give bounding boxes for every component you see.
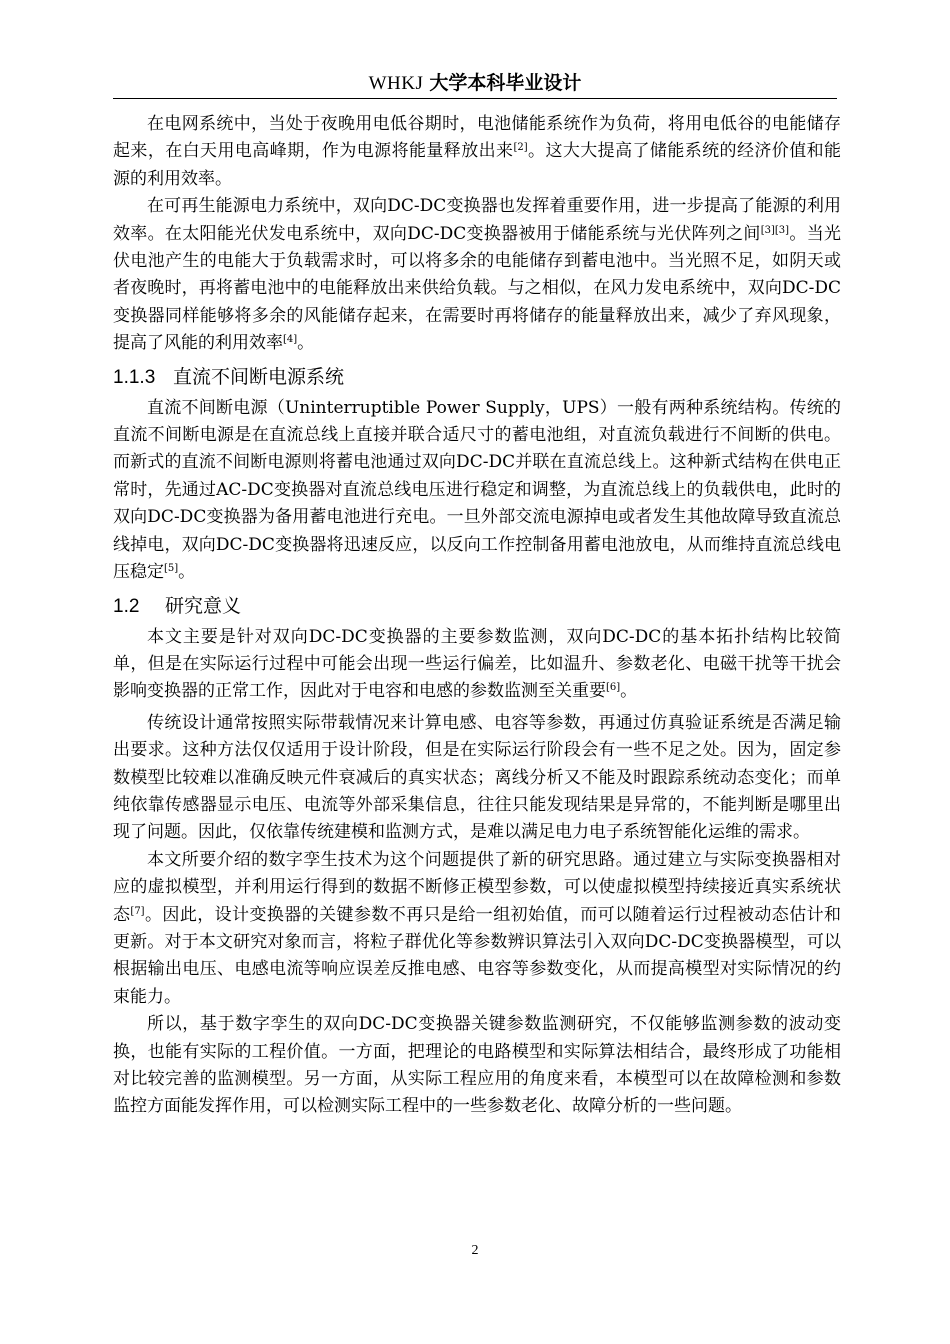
citation: [2] — [513, 142, 528, 154]
section-heading-1-1-3: 1.1.3 直流不间断电源系统 — [113, 365, 345, 388]
paragraph-ups: 直流不间断电源（Uninterruptible Power Supply，UPS）一般有两种系统结构。传统的直流不间断电源是在直流总线上直接并联合适尺寸的蓄电池组，对直流负载进行不间断的供电。而新式的直流不间断电源则将蓄电池通过双向DC-DC并联在直流总线上。这种新式结构在供电正常时，先通过AC-DC变换器对直流总线电压进行稳定和调整，为直流总线上的负载供电，此时的双向DC-DC变换器为备用蓄电池进行充电。一旦外部交流电源掉电或者发生其他故障导致直流总线掉电，双向DC-DC变换器将迅速反应，以反向工作控制备用蓄电池放电，从而维持直流总线电压稳定[5]。 — [113, 397, 841, 583]
citation: [6] — [606, 682, 621, 694]
citation: [4] — [283, 334, 298, 346]
citation: [5] — [164, 563, 179, 575]
page-number: 2 — [471, 1243, 479, 1258]
header-title: 大学本科毕业设计 — [429, 72, 582, 94]
citation: [7] — [130, 905, 145, 917]
document-body — [113, 111, 841, 1121]
page-header — [113, 70, 837, 99]
paragraph-conclusion: 所以，基于数字孪生的双向DC-DC变换器关键参数监测研究，不仅能够监测参数的波动变换，也能有实际的工程价值。一方面，把理论的电路模型和实际算法相结合，最终形成了功能相对比较完善的监测模型。另一方面，从实际工程应用的角度来看，本模型可以在故障检测和参数监控方面能发挥作用，可以检测实际工程中的一些参数老化、故障分析的一些问题。 — [113, 1014, 841, 1117]
section-heading-1-2: 1.2 研究意义 — [113, 594, 242, 617]
paragraph-grid-storage: 在电网系统中，当处于夜晚用电低谷期时，电池储能系统作为负荷，将用电低谷的电能储存起来，在白天用电高峰期，作为电源将能量释放出来[2]。这大大提高了储能系统的经济价值和能源的利用效率。 — [113, 114, 842, 189]
paragraph-traditional-design: 传统设计通常按照实际带载情况来计算电感、电容等参数，再通过仿真验证系统是否满足输出要求。这种方法仅仅适用于设计阶段，但是在实际运行阶段会有一些不足之处。因为，固定参数模型比较难以准确反映元件衰减后的真实状态；离线分析又不能及时跟踪系统动态变化；而单纯依靠传感器显示电压、电流等外部采集信息，往往只能发现结果是异常的，不能判断是哪里出现了问题。因此，仅依靠传统建模和监测方式，是难以满足电力电子系统智能化运维的需求。 — [113, 712, 841, 843]
paragraph-monitoring: 本文主要是针对双向DC-DC变换器的主要参数监测，双向DC-DC的基本拓扑结构比较简单，但是在实际运行过程中可能会出现一些运行偏差，比如温升、参数老化、电磁干扰等干扰会影响变换器的正常工作，因此对于电容和电感的参数监测至关重要[6]。 — [113, 626, 841, 702]
header-school-code: WHKJ — [368, 73, 424, 94]
paragraph-digital-twin: 本文所要介绍的数字孪生技术为这个问题提供了新的研究思路。通过建立与实际变换器相对应的虚拟模型，并利用运行得到的数据不断修正模型参数，可以使虚拟模型持续接近真实系统状态[7]。因此，设计变换器的关键参数不再只是给一组初始值，而可以随着运行过程被动态估计和更新。对于本文研究对象而言，将粒子群优化等参数辨识算法引入双向DC-DC变换器模型，可以根据输出电压、电感电流等响应误差反推电感、电容等参数变化，从而提高模型对实际情况的约束能力。 — [113, 849, 842, 1007]
citation: [3][3] — [760, 224, 790, 236]
paragraph-renewable: 在可再生能源电力系统中，双向DC-DC变换器也发挥着重要作用，进一步提高了能源的利用效率。在太阳能光伏发电系统中，双向DC-DC变换器被用于储能系统与光伏阵列之间[3][3]。当光伏电池产生的电能大于负载需求时，可以将多余的电能储存到蓄电池中。当光照不足，如阴天或者夜晚时，再将蓄电池中的电能释放出来供给负载。与之相似，在风力发电系统中，双向DC-DC变换器同样能够将多余的风能储存起来，在需要时再将储存的能量释放出来，减少了弃风现象，提高了风能的利用效率[4]。 — [113, 196, 841, 354]
